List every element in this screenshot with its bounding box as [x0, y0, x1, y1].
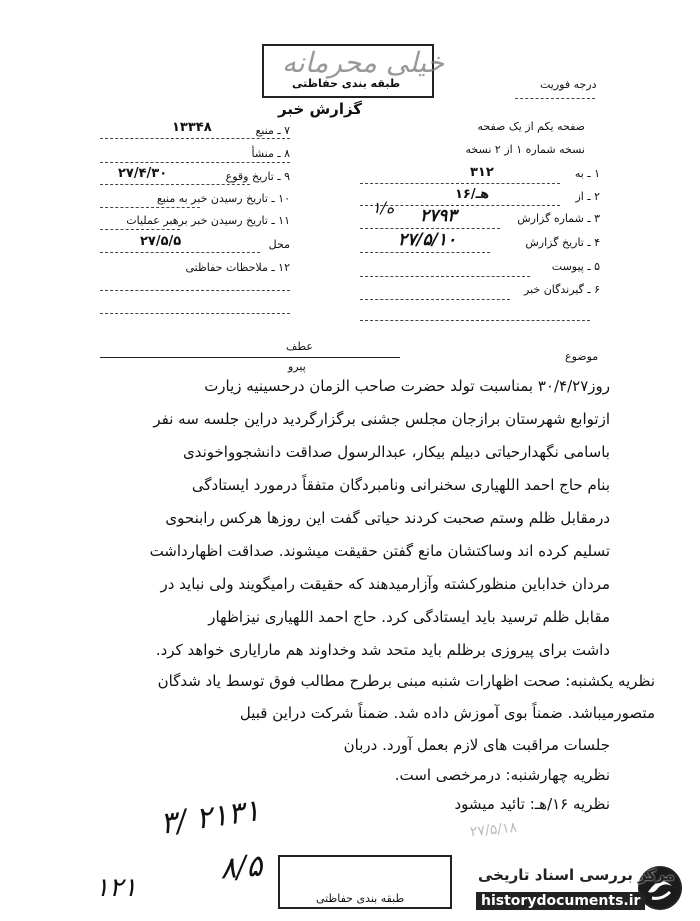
field-7-line [100, 138, 290, 139]
report-title: گزارش خبر [278, 100, 363, 118]
field-11-line [100, 229, 180, 230]
body-line-14: نظریه ۱۶/هـ: تائید میشود [454, 795, 610, 813]
atf-label: عطف [286, 340, 313, 353]
field-2-value: ۱۶/هـ [455, 187, 490, 202]
ref-number-handwritten: ۱/ه [372, 198, 395, 217]
classification-handwritten: خیلی محرمانه [282, 46, 445, 79]
body-line-13: نظریه چهارشنبه: درمرخصی است. [394, 766, 610, 784]
body-line-12: جلسات مراقبت های لازم بعمل آورد. دربان [343, 736, 610, 754]
field-5-label: ۵ ـ پیوست [551, 260, 600, 273]
field-3-line [360, 228, 500, 229]
field-4-value: ۲۷/۵/۱۰ [398, 230, 457, 250]
field-7-label: ۷ ـ منبع [255, 124, 290, 137]
field-9-line [100, 184, 250, 185]
body-line-4: بنام حاج احمد اللهیاری سخنرانی ونامبردگان متفقاً درمورد ایستادگی [191, 476, 610, 494]
field-7-value: ۱۳۳۴۸ [172, 120, 212, 135]
field-12b-line [100, 313, 290, 314]
body-line-1: روز۳۰/۴/۲۷ بمناسبت تولد حضرت صاحب الزمان درحسینیه زیارت [204, 377, 610, 395]
priority-label: درجه فوریت [540, 78, 597, 91]
body-line-8: مقابل ظلم ترسید باید ایستادگی کرد. حاج احمد اللهیاری نیزاظهار [208, 608, 610, 626]
field-1-value: ۳۱۲ [470, 165, 494, 180]
field-1-line [360, 183, 560, 184]
faint-date-stamp: ۲۷/۵/۱۸ [469, 819, 518, 841]
field-3-value: ۲۷۹۳ [420, 206, 457, 226]
classification-label: طبقه بندی حفاظتی [292, 77, 401, 90]
priority-line [515, 98, 595, 99]
body-line-3: باسامی نگهدارحیاتی دبیلم بیکار، عبدالرسول صداقت دانشجوواخوندی [182, 443, 610, 461]
field-1-label: ۱ ـ به [574, 167, 600, 180]
field-place-label: محل [268, 238, 290, 251]
field-10-label: ۱۰ ـ تاریخ رسیدن خبر به منبع [156, 192, 290, 205]
body-line-2: ازتوابع شهرستان برازجان مجلس جشنی برگزارگردید دراین جلسه سه نفر [153, 410, 610, 428]
field-9-label: ۹ ـ تاریخ وقوع [225, 170, 290, 183]
handwritten-signature-1: ۳/ ۲۱۳۱ [158, 793, 263, 842]
field-12-line [100, 290, 290, 291]
field-4-label: ۴ ـ تاریخ گزارش [525, 236, 600, 249]
copy-label: نسخه شماره ۱ از ۲ نسخه [465, 143, 585, 156]
subject-label: موضوع [565, 350, 599, 363]
field-8-line [100, 162, 290, 163]
field-3-label: ۳ ـ شماره گزارش [517, 212, 600, 225]
handwritten-number: ۱۲۱ [95, 873, 137, 903]
pages-label: صفحه یکم از یک صفحه [477, 120, 585, 133]
field-2-label: ۲ ـ از [575, 190, 600, 203]
field-10-line [100, 207, 200, 208]
field-6b-line [360, 320, 590, 321]
bottom-classification-label: طبقه بندی حفاظتی [316, 892, 405, 905]
field-6-label: ۶ ـ گیرندگان خبر [524, 283, 600, 296]
watermark-org: مرکز بررسی اسناد تاریخی [478, 866, 675, 884]
field-place-value: ۲۷/۵/۵ [140, 234, 182, 249]
body-line-6: تسلیم کرده اند وساکتشان مانع گفتن حقیقت میشوند. صداقت اظهارداشت [149, 542, 610, 560]
body-line-7: مردان خداباین منظورکشته وآزارمیدهند که حقیقت رامیگویند ولی نباید در [160, 575, 610, 593]
body-line-5: درمقابل ظلم وستم صحبت کردند حیاتی گفت این روزها هرکس رابنحوی [165, 509, 610, 527]
field-12-label: ۱۲ ـ ملاحظات حفاظتی [185, 261, 290, 274]
atf-divider [100, 357, 400, 358]
field-8-label: ۸ ـ منشأ [251, 147, 290, 160]
handwritten-signature-2: ۸/۵ [218, 848, 264, 887]
field-6-line [360, 299, 510, 300]
body-line-10: نظریه یکشنبه: صحت اظهارات شنبه مبنی برطرح مطالب فوق توسط یاد شدگان [157, 672, 655, 690]
field-11-label: ۱۱ ـ تاریخ رسیدن خبر برهبر عملیات [126, 214, 290, 227]
field-place-line [100, 252, 260, 253]
body-line-9: داشت برای پیروزی برظلم باید متحد شد وخداوند هم مارایاری خواهد کرد. [155, 641, 610, 659]
body-line-11: متصورمیباشد. ضمناً بوی آموزش داده شد. ضمناً شرکت دراین قبیل [239, 704, 655, 722]
field-4-line [360, 252, 490, 253]
field-5-line [360, 276, 530, 277]
watermark-url: historydocuments.ir [476, 892, 645, 910]
field-9-value: ۲۷/۴/۳۰ [118, 166, 168, 181]
peyro-label: پیرو [288, 360, 306, 373]
